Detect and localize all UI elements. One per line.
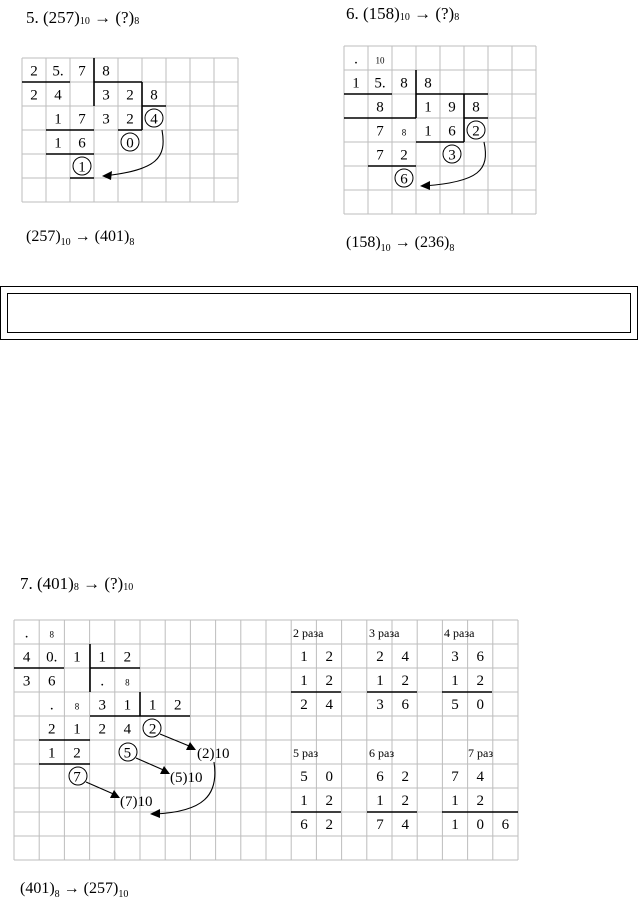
grid-cell-digit: 8 — [376, 99, 384, 116]
problem6-result: $(158)_{10} \to (236)_8$ — [346, 234, 455, 255]
multiplier-digit: 7 — [376, 817, 384, 833]
grid-cell-digit: . — [49, 697, 54, 714]
multiplier-digit: 1 — [300, 649, 308, 665]
multiplier-digit: 6 — [476, 649, 484, 665]
grid-cell-digit: 2 — [98, 721, 106, 738]
multiplier-digit: 2 — [401, 769, 409, 785]
multiplier-digit: 2 — [476, 793, 484, 809]
multiplier-label: 3 раза — [369, 626, 400, 640]
multiplier-digit: 0 — [325, 769, 333, 785]
grid-cell-digit: 2 — [472, 123, 480, 140]
arrow-head — [186, 742, 196, 750]
multiplier-digit: 4 — [401, 649, 409, 665]
empty-frame — [0, 286, 638, 340]
grid-cell-digit: 0 — [126, 135, 134, 152]
problem7-result: $(401)_8 \to (257)_{10}$ — [20, 880, 129, 901]
arrow-head — [420, 181, 430, 190]
multiplier-digit: 4 — [401, 817, 409, 833]
grid-cell-digit: 1 — [352, 75, 360, 92]
multiplier-digit: 1 — [300, 793, 308, 809]
grid-cell-digit: . — [100, 673, 105, 690]
grid-cell-digit: 1 — [98, 649, 106, 666]
grid-cell-digit: 1 — [54, 135, 62, 152]
grid-cell-digit: 1 — [54, 111, 62, 128]
multiplier-digit: 6 — [401, 697, 409, 713]
grid-cell-digit: 2 — [126, 111, 134, 128]
grid-cell-digit: 7 — [73, 769, 81, 786]
grid-cell-digit: 1 — [48, 745, 56, 762]
grid-cell-digit: 2 — [30, 63, 38, 80]
grid-cell-digit: 1 — [424, 123, 432, 140]
grid-cell-digit: 2 — [73, 745, 81, 762]
grid-cell-digit: 2 — [400, 147, 408, 164]
multiplier-digit: 6 — [376, 769, 384, 785]
multiplier-label: 6 раз — [369, 746, 395, 760]
grid-cell-digit: . — [354, 51, 358, 68]
grid-cell-digit: 2 — [148, 721, 157, 738]
multiplier-digit: 2 — [325, 673, 333, 689]
grid-cell-digit: 7 — [78, 63, 86, 80]
grid-cell-digit: 1 — [123, 697, 132, 714]
grid-cell-digit: 1 — [73, 721, 81, 738]
multiplier-digit: 2 — [300, 697, 308, 713]
grid-cell-digit: 8 — [102, 63, 110, 80]
grid-cell-digit: 8 — [125, 677, 130, 688]
problem5-grid — [22, 58, 242, 202]
grid-cell-digit: 8 — [424, 75, 432, 92]
grid-cell-digit: 1 — [73, 649, 81, 666]
grid-cell-digit: 4 — [54, 87, 62, 104]
grid-cell-digit: 2 — [30, 87, 38, 104]
multiplier-digit: 5 — [300, 769, 308, 785]
grid-cell-digit: 10 — [375, 55, 385, 66]
partial-result: (2)10 — [197, 746, 230, 762]
multiplier-label: 2 раза — [293, 626, 324, 640]
grid-cell-digit: 3 — [98, 697, 106, 714]
problem6-grid — [344, 46, 542, 210]
grid-cell-digit: 6 — [400, 171, 408, 188]
multiplier-digit: 2 — [401, 673, 409, 689]
grid-cell-digit: 3 — [22, 673, 31, 690]
multiplier-digit: 1 — [451, 673, 459, 689]
multiplier-label: 7 раз — [468, 746, 494, 760]
multiplier-digit: 2 — [376, 649, 384, 665]
grid-cell-digit: 3 — [102, 87, 110, 104]
multiplier-digit: 0 — [476, 817, 484, 833]
grid-cell-digit: 9 — [448, 99, 456, 116]
grid-cell-digit: 8 — [74, 701, 80, 712]
partial-result: (5)10 — [170, 770, 203, 786]
problem5-result: $(257)_{10} \to (401)_8$ — [26, 228, 135, 249]
grid-cell-digit: 8 — [49, 629, 55, 640]
grid-cell-digit: 6 — [78, 135, 86, 152]
multiplier-digit: 6 — [300, 817, 308, 833]
multiplier-digit: 2 — [476, 673, 484, 689]
problem7-grid — [14, 620, 518, 860]
multiplier-label: 4 раза — [444, 626, 475, 640]
grid-cell-digit: 6 — [48, 673, 56, 690]
problem7-title: 7. $(401)_8$ → $(?)_{10}$ — [20, 574, 134, 593]
multiplier-digit: 2 — [325, 793, 333, 809]
grid-cell-digit: 2 — [126, 87, 134, 104]
multiplier-digit: 2 — [325, 649, 333, 665]
grid-cell-digit: 8 — [150, 87, 158, 104]
multiplier-digit: 6 — [501, 817, 510, 833]
arrow-head — [102, 171, 112, 180]
problem6-title: 6. $(158)_{10}$ → $(?)_8$ — [346, 4, 460, 23]
multiplier-digit: 4 — [476, 769, 484, 785]
grid-cell-digit: 2 — [174, 697, 182, 714]
grid-cell-digit: 4 — [150, 111, 158, 128]
grid-cell-digit: 3 — [102, 111, 110, 128]
grid-cell-digit: 0. — [46, 649, 58, 666]
grid-cell-digit: 3 — [448, 147, 456, 164]
multiplier-digit: 1 — [376, 673, 384, 689]
grid-cell-digit: 7 — [376, 123, 384, 140]
grid-cell-digit: 5 — [123, 745, 132, 762]
grid-cell-digit: 4 — [123, 721, 132, 738]
grid-cell-digit: 1 — [78, 159, 86, 176]
arrow-head — [150, 809, 160, 818]
grid-cell-digit: 4 — [22, 649, 31, 666]
multiplier-digit: 1 — [451, 817, 459, 833]
grid-cell-digit: 5. — [374, 75, 386, 92]
grid-cell-digit: . — [24, 625, 29, 642]
grid-cell-digit: 6 — [448, 123, 456, 140]
grid-cell-digit: 1 — [148, 697, 157, 714]
grid-cell-digit: 2 — [48, 721, 56, 738]
multiplier-digit: 1 — [376, 793, 384, 809]
multiplier-digit: 1 — [300, 673, 308, 689]
multiplier-digit: 5 — [451, 697, 459, 713]
grid-cell-digit: 2 — [123, 649, 132, 666]
multiplier-digit: 0 — [476, 697, 484, 713]
multiplier-label: 5 раз — [293, 746, 319, 760]
grid-cell-digit: 5. — [52, 63, 64, 80]
multiplier-digit: 7 — [451, 769, 459, 785]
multiplier-digit: 2 — [401, 793, 409, 809]
grid-cell-digit: 7 — [376, 147, 384, 164]
multiplier-digit: 3 — [451, 649, 459, 665]
partial-result: (7)10 — [120, 794, 153, 810]
grid-cell-digit: 1 — [424, 99, 432, 116]
grid-cell-digit: 8 — [400, 75, 408, 92]
grid-cell-digit: 8 — [472, 99, 480, 116]
multiplier-digit: 3 — [376, 697, 384, 713]
grid-cell-digit: 8 — [401, 127, 407, 138]
grid-cell-digit: 7 — [78, 111, 86, 128]
multiplier-digit: 4 — [325, 697, 333, 713]
problem5-title: 5. $(257)_{10}$ → $(?)_8$ — [26, 8, 140, 27]
multiplier-digit: 2 — [325, 817, 333, 833]
multiplier-digit: 1 — [451, 793, 459, 809]
